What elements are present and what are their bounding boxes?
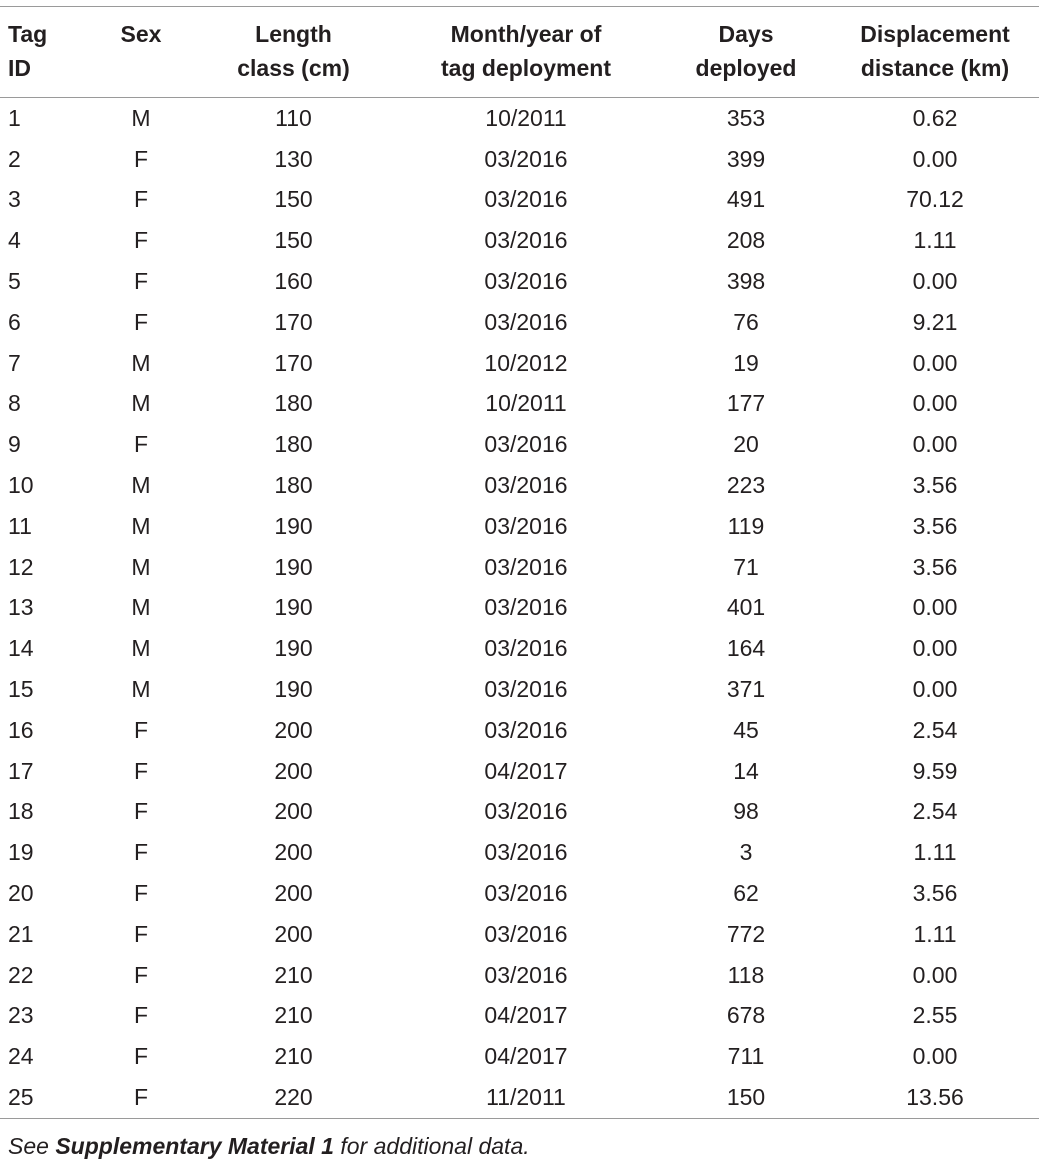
cell-tag-id: 11 xyxy=(8,512,32,539)
table-row xyxy=(0,343,1039,384)
cell-displacement-distance: 0.00 xyxy=(912,961,958,988)
cell-tag-id: 23 xyxy=(8,1002,34,1029)
cell-length-class: 210 xyxy=(274,1043,313,1070)
column-header-line: tag deployment xyxy=(441,55,611,81)
cell-length-class: 200 xyxy=(274,839,313,866)
cell-tag-id: 3 xyxy=(8,186,21,213)
cell-displacement-distance: 0.00 xyxy=(912,1043,958,1070)
cell-length-class: 180 xyxy=(274,472,313,499)
column-header-line: Tag xyxy=(8,21,48,47)
cell-displacement-distance: 0.00 xyxy=(912,390,958,417)
cell-deployment-date: 04/2017 xyxy=(484,1043,568,1070)
cell-sex: M xyxy=(131,553,151,580)
cell-length-class: 150 xyxy=(274,186,313,213)
cell-deployment-date: 03/2016 xyxy=(484,594,568,621)
cell-deployment-date: 03/2016 xyxy=(484,512,568,539)
cell-displacement-distance: 70.12 xyxy=(906,186,964,213)
table-row xyxy=(0,1036,1039,1077)
cell-deployment-date: 03/2016 xyxy=(484,145,568,172)
cell-tag-id: 4 xyxy=(8,227,21,254)
cell-length-class: 220 xyxy=(274,1084,313,1111)
table-row xyxy=(0,996,1039,1037)
cell-tag-id: 24 xyxy=(8,1043,34,1070)
cell-tag-id: 7 xyxy=(8,349,21,376)
cell-length-class: 190 xyxy=(274,512,313,539)
cell-tag-id: 9 xyxy=(8,431,21,458)
cell-days-deployed: 208 xyxy=(726,227,766,254)
cell-sex: F xyxy=(133,227,149,254)
cell-days-deployed: 19 xyxy=(733,349,759,376)
table-row xyxy=(0,792,1039,833)
table-row xyxy=(0,873,1039,914)
cell-length-class: 200 xyxy=(274,757,313,784)
table-row xyxy=(0,751,1039,792)
cell-length-class: 180 xyxy=(274,390,313,417)
table-row xyxy=(0,98,1039,139)
table-row xyxy=(0,1077,1039,1118)
cell-days-deployed: 223 xyxy=(726,472,766,499)
cell-displacement-distance: 9.59 xyxy=(912,757,958,784)
cell-sex: M xyxy=(131,676,151,703)
column-header-line: Sex xyxy=(120,21,162,47)
cell-tag-id: 1 xyxy=(8,104,21,131)
table-row xyxy=(0,302,1039,343)
column-header-line: class (cm) xyxy=(237,55,350,81)
cell-deployment-date: 10/2011 xyxy=(485,390,567,417)
cell-displacement-distance: 0.62 xyxy=(912,104,958,131)
cell-days-deployed: 14 xyxy=(733,757,759,784)
cell-sex: F xyxy=(133,308,149,335)
cell-length-class: 200 xyxy=(274,880,313,907)
column-header-line: ID xyxy=(8,55,31,81)
cell-sex: F xyxy=(133,1043,149,1070)
cell-days-deployed: 177 xyxy=(726,390,766,417)
cell-displacement-distance: 2.54 xyxy=(912,716,958,743)
cell-days-deployed: 20 xyxy=(733,431,759,458)
cell-sex: M xyxy=(131,104,151,131)
cell-displacement-distance: 0.00 xyxy=(912,145,958,172)
cell-days-deployed: 678 xyxy=(726,1002,766,1029)
cell-deployment-date: 03/2016 xyxy=(484,186,568,213)
table-row xyxy=(0,669,1039,710)
cell-length-class: 160 xyxy=(274,268,313,295)
table-row xyxy=(0,220,1039,261)
cell-days-deployed: 399 xyxy=(726,145,766,172)
cell-sex: F xyxy=(133,839,149,866)
cell-sex: M xyxy=(131,512,151,539)
column-header-sex xyxy=(86,7,196,98)
cell-length-class: 110 xyxy=(275,104,312,131)
cell-tag-id: 8 xyxy=(8,390,21,417)
cell-tag-id: 18 xyxy=(8,798,34,825)
cell-deployment-date: 03/2016 xyxy=(484,472,568,499)
cell-deployment-date: 03/2016 xyxy=(484,839,568,866)
cell-days-deployed: 76 xyxy=(733,308,759,335)
cell-length-class: 200 xyxy=(274,920,313,947)
table-row xyxy=(0,710,1039,751)
cell-tag-id: 22 xyxy=(8,961,34,988)
cell-tag-id: 20 xyxy=(8,880,34,907)
cell-tag-id: 17 xyxy=(8,757,34,784)
column-header-line: Displacement xyxy=(860,21,1010,47)
cell-sex: M xyxy=(131,390,151,417)
cell-sex: M xyxy=(131,635,151,662)
cell-displacement-distance: 3.56 xyxy=(912,472,958,499)
cell-length-class: 200 xyxy=(274,798,313,825)
table-row xyxy=(0,506,1039,547)
cell-tag-id: 10 xyxy=(8,472,34,499)
cell-days-deployed: 371 xyxy=(726,676,766,703)
cell-length-class: 210 xyxy=(274,961,313,988)
cell-length-class: 190 xyxy=(274,594,313,621)
cell-deployment-date: 03/2016 xyxy=(484,553,568,580)
cell-displacement-distance: 1.11 xyxy=(913,920,957,947)
column-header-line: distance (km) xyxy=(860,55,1010,81)
column-header-line: Length xyxy=(255,21,332,47)
cell-length-class: 210 xyxy=(274,1002,313,1029)
cell-displacement-distance: 1.11 xyxy=(913,227,957,254)
cell-tag-id: 21 xyxy=(8,920,34,947)
column-header-line: Days xyxy=(718,21,774,47)
cell-tag-id: 12 xyxy=(8,553,34,580)
cell-deployment-date: 03/2016 xyxy=(484,635,568,662)
table-row xyxy=(0,424,1039,465)
cell-days-deployed: 772 xyxy=(726,920,766,947)
footnote-suffix: for additional data. xyxy=(333,1133,530,1159)
table-row xyxy=(0,547,1039,588)
column-header-days-deployed xyxy=(661,7,831,98)
footnote-prefix: See xyxy=(8,1133,56,1159)
cell-days-deployed: 353 xyxy=(726,104,766,131)
cell-tag-id: 2 xyxy=(8,145,21,172)
cell-sex: M xyxy=(131,594,151,621)
cell-days-deployed: 150 xyxy=(726,1084,766,1111)
cell-sex: F xyxy=(133,145,149,172)
cell-displacement-distance: 0.00 xyxy=(912,594,958,621)
cell-sex: F xyxy=(133,186,149,213)
cell-length-class: 130 xyxy=(274,145,313,172)
cell-deployment-date: 03/2016 xyxy=(484,227,568,254)
cell-length-class: 170 xyxy=(274,308,313,335)
cell-sex: M xyxy=(131,472,151,499)
cell-tag-id: 25 xyxy=(8,1084,34,1111)
cell-deployment-date: 03/2016 xyxy=(484,308,568,335)
cell-deployment-date: 04/2017 xyxy=(484,757,568,784)
cell-days-deployed: 45 xyxy=(733,716,759,743)
cell-length-class: 170 xyxy=(274,349,313,376)
column-header-displacement-distance xyxy=(831,7,1039,98)
cell-displacement-distance: 3.56 xyxy=(912,512,958,539)
table-row xyxy=(0,261,1039,302)
cell-deployment-date: 03/2016 xyxy=(484,920,568,947)
cell-days-deployed: 398 xyxy=(726,268,766,295)
cell-deployment-date: 04/2017 xyxy=(484,1002,568,1029)
cell-sex: F xyxy=(133,961,149,988)
cell-length-class: 190 xyxy=(274,635,313,662)
cell-sex: F xyxy=(133,268,149,295)
cell-days-deployed: 491 xyxy=(726,186,766,213)
cell-displacement-distance: 3.56 xyxy=(912,880,958,907)
cell-sex: F xyxy=(133,1002,149,1029)
table-row xyxy=(0,955,1039,996)
cell-deployment-date: 03/2016 xyxy=(484,716,568,743)
cell-days-deployed: 71 xyxy=(733,553,759,580)
cell-displacement-distance: 9.21 xyxy=(912,308,958,335)
column-header-length-class xyxy=(196,7,391,98)
cell-deployment-date: 03/2016 xyxy=(484,268,568,295)
cell-days-deployed: 401 xyxy=(726,594,766,621)
cell-deployment-date: 03/2016 xyxy=(484,676,568,703)
cell-days-deployed: 3 xyxy=(739,839,753,866)
cell-displacement-distance: 2.55 xyxy=(912,1002,958,1029)
cell-displacement-distance: 0.00 xyxy=(912,635,958,662)
cell-days-deployed: 711 xyxy=(727,1043,765,1070)
cell-length-class: 150 xyxy=(274,227,313,254)
column-header-tag-id xyxy=(0,7,86,98)
table-row xyxy=(0,832,1039,873)
cell-deployment-date: 10/2012 xyxy=(484,349,568,376)
cell-displacement-distance: 13.56 xyxy=(906,1084,964,1111)
cell-tag-id: 14 xyxy=(8,635,34,662)
table-row xyxy=(0,914,1039,955)
table-body xyxy=(0,98,1039,1119)
table-row xyxy=(0,180,1039,221)
cell-sex: F xyxy=(133,716,149,743)
cell-displacement-distance: 1.11 xyxy=(913,839,957,866)
cell-sex: F xyxy=(133,431,149,458)
cell-displacement-distance: 0.00 xyxy=(912,431,958,458)
cell-tag-id: 16 xyxy=(8,716,34,743)
table-row xyxy=(0,628,1039,669)
cell-deployment-date: 03/2016 xyxy=(484,880,568,907)
cell-displacement-distance: 0.00 xyxy=(912,349,958,376)
cell-deployment-date: 03/2016 xyxy=(484,431,568,458)
cell-days-deployed: 98 xyxy=(733,798,759,825)
cell-days-deployed: 118 xyxy=(727,961,765,988)
cell-tag-id: 15 xyxy=(8,676,34,703)
cell-length-class: 180 xyxy=(274,431,313,458)
supplementary-material-link[interactable]: Supplementary Material 1 xyxy=(55,1133,334,1159)
data-table xyxy=(0,6,1039,1119)
table-row xyxy=(0,465,1039,506)
cell-sex: M xyxy=(131,349,151,376)
table-row xyxy=(0,139,1039,180)
cell-tag-id: 19 xyxy=(8,839,34,866)
cell-length-class: 200 xyxy=(274,716,313,743)
cell-deployment-date: 10/2011 xyxy=(485,104,567,131)
column-header-deployment-date xyxy=(391,7,661,98)
table-header-row xyxy=(0,7,1039,98)
cell-sex: F xyxy=(133,798,149,825)
column-header-line: Month/year of xyxy=(450,21,602,47)
table-row xyxy=(0,588,1039,629)
cell-deployment-date: 03/2016 xyxy=(484,961,568,988)
cell-days-deployed: 62 xyxy=(733,880,759,907)
cell-length-class: 190 xyxy=(274,553,313,580)
cell-days-deployed: 164 xyxy=(726,635,766,662)
table-footnote xyxy=(8,1133,530,1160)
cell-displacement-distance: 2.54 xyxy=(912,798,958,825)
cell-tag-id: 6 xyxy=(8,308,21,335)
cell-deployment-date: 03/2016 xyxy=(484,798,568,825)
cell-sex: F xyxy=(133,1084,149,1111)
cell-sex: F xyxy=(133,920,149,947)
table-row xyxy=(0,384,1039,425)
cell-tag-id: 13 xyxy=(8,594,34,621)
cell-length-class: 190 xyxy=(274,676,313,703)
cell-days-deployed: 119 xyxy=(727,512,765,539)
cell-sex: F xyxy=(133,880,149,907)
cell-tag-id: 5 xyxy=(8,268,21,295)
cell-sex: F xyxy=(133,757,149,784)
column-header-line: deployed xyxy=(695,55,797,81)
cell-displacement-distance: 0.00 xyxy=(912,268,958,295)
cell-deployment-date: 11/2011 xyxy=(486,1084,566,1111)
cell-displacement-distance: 0.00 xyxy=(912,676,958,703)
cell-displacement-distance: 3.56 xyxy=(912,553,958,580)
